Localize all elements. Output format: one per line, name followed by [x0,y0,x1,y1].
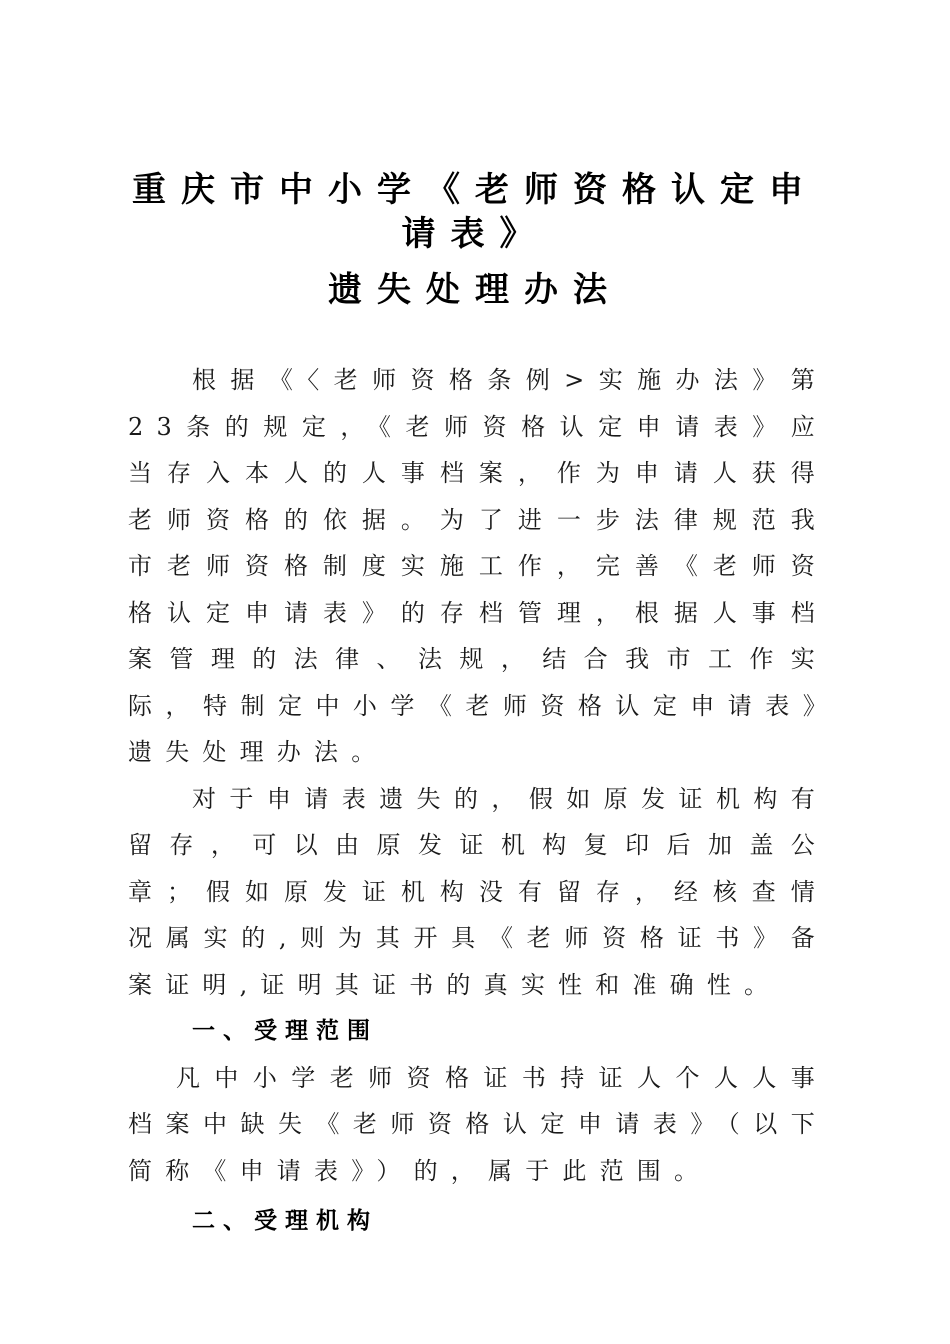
paragraph-scope: 凡中小学老师资格证书持证人个人人事档案中缺失《老师资格认定申请表》（以下简称《申请表》）的，属于此范围。 [128,1063,828,1185]
document-title [120,168,830,312]
paragraph-intro: 根据《〈老师资格条例>实施办法》第23条的规定，《老师资格认定申请表》应当存入本人的人事档案，作为申请人获得老师资格的依据。为了进一步法律规范我市老师资格制度实施工作，完善《老师资格认定申请表》的存档管理，根据人事档案管理的法律、法规，结合我市工作实际，特制定中小学《老师资格认定申请表》遗失处理办法。 [128,366,828,766]
section-heading-scope: 一、受理范围 [192,1018,378,1044]
title-line-3: 遗失处理办法 [328,270,622,310]
section-heading-agency: 二、受理机构 [192,1208,378,1234]
title-line-2: 请表》 [401,214,549,254]
document-body [128,357,828,1245]
title-line-1: 重庆市中小学《老师资格认定申 [132,170,818,210]
paragraph-loss-handling: 对于申请表遗失的，假如原发证机构有留存，可以由原发证机构复印后加盖公章；假如原发证机构没有留存，经核查情况属实的,则为其开具《老师资格证书》备案证明,证明其证书的真实性和准确性。 [128,784,828,999]
